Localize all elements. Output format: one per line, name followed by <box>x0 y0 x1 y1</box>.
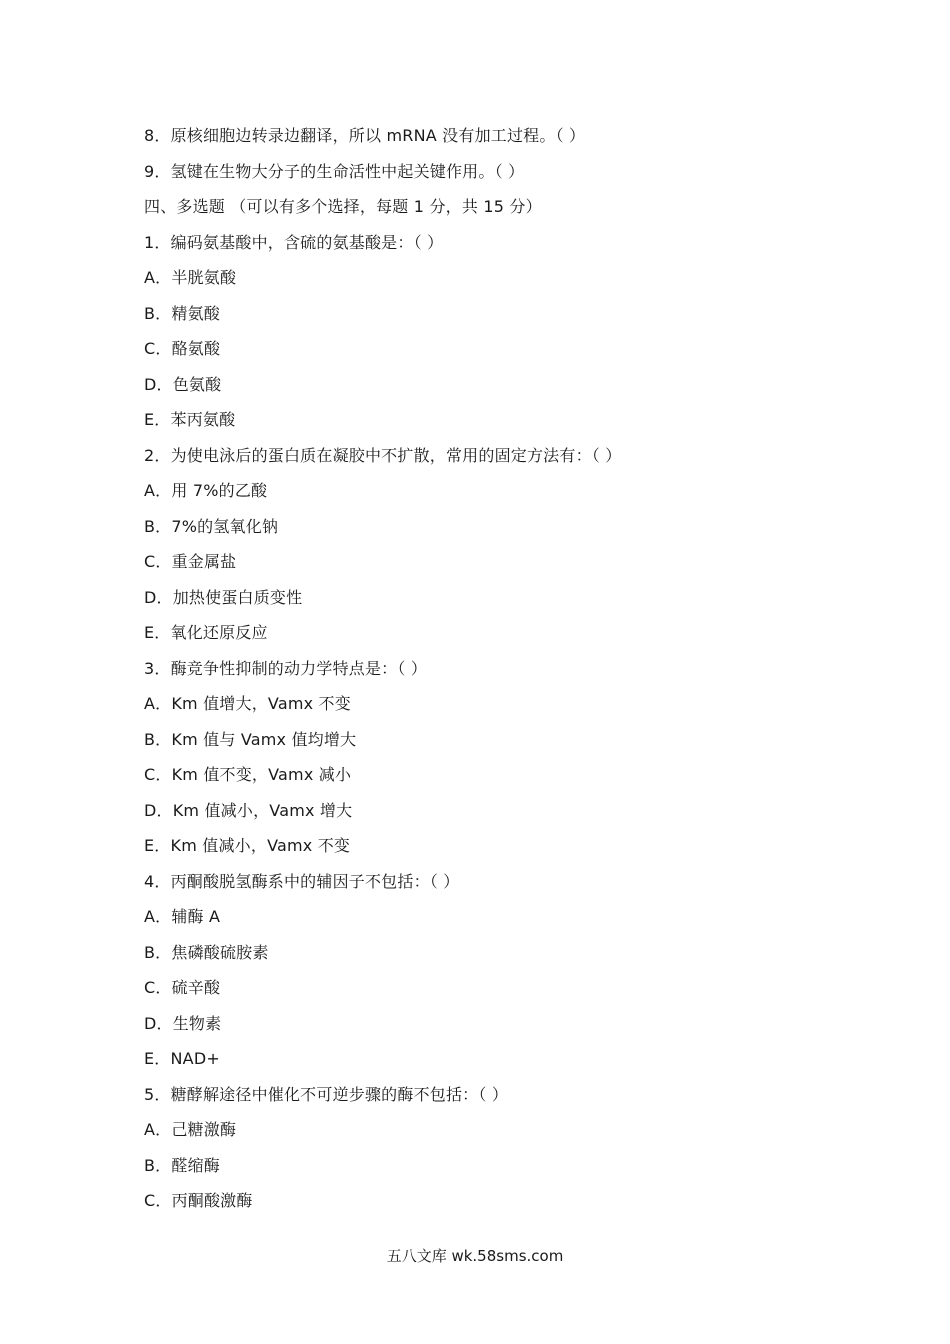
option-line: C．酪氨酸 <box>144 339 221 358</box>
question-line: 2．为使电泳后的蛋白质在凝胶中不扩散，常用的固定方法有：（ ） <box>144 445 622 465</box>
question-line: 9．氢键在生物大分子的生命活性中起关键作用。（ ） <box>144 161 525 181</box>
option-line: C．Km 值不变，Vamx 减小 <box>144 765 352 784</box>
option-line: E．NAD+ <box>144 1049 220 1068</box>
question-line: 3．酶竞争性抑制的动力学特点是：（ ） <box>144 658 428 678</box>
option-line: B．醛缩酶 <box>144 1155 220 1175</box>
question-line: 5．糖酵解途径中催化不可逆步骤的酶不包括：（ ） <box>144 1084 509 1104</box>
option-line: E．氧化还原反应 <box>144 623 268 642</box>
question-line: 4．丙酮酸脱氢酶系中的辅因子不包括：（ ） <box>144 871 460 891</box>
question-line: 8．原核细胞边转录边翻译，所以 mRNA 没有加工过程。（ ） <box>144 126 586 145</box>
option-line: C．硫辛酸 <box>144 978 221 997</box>
option-line: B．Km 值与 Vamx 值均增大 <box>144 729 357 749</box>
option-line: C．重金属盐 <box>144 552 237 571</box>
option-line: D．Km 值减小，Vamx 增大 <box>144 800 353 820</box>
option-line: A．半胱氨酸 <box>144 268 237 287</box>
option-line: B．精氨酸 <box>144 303 220 323</box>
option-line: A．辅酶 A <box>144 907 221 926</box>
question-line: 1．编码氨基酸中，含硫的氨基酸是：（ ） <box>144 232 444 252</box>
option-line: C．丙酮酸激酶 <box>144 1191 253 1210</box>
option-line: D．生物素 <box>144 1013 222 1033</box>
document-body <box>144 124 844 1225</box>
option-line: D．加热使蛋白质变性 <box>144 587 303 607</box>
option-line: A．用 7%的乙酸 <box>144 481 268 500</box>
page-footer: 五八文库 wk.58sms.com <box>386 1247 564 1265</box>
option-line: A．Km 值增大，Vamx 不变 <box>144 694 351 713</box>
section-heading: 四、多选题 （可以有多个选择，每题 1 分，共 15 分） <box>144 197 542 216</box>
option-line: E．苯丙氨酸 <box>144 410 236 429</box>
option-line: E．Km 值减小，Vamx 不变 <box>144 836 351 855</box>
option-line: D．色氨酸 <box>144 374 222 394</box>
option-line: A．己糖激酶 <box>144 1120 237 1139</box>
option-line: B．7%的氢氧化钠 <box>144 516 279 536</box>
option-line: B．焦磷酸硫胺素 <box>144 942 269 962</box>
